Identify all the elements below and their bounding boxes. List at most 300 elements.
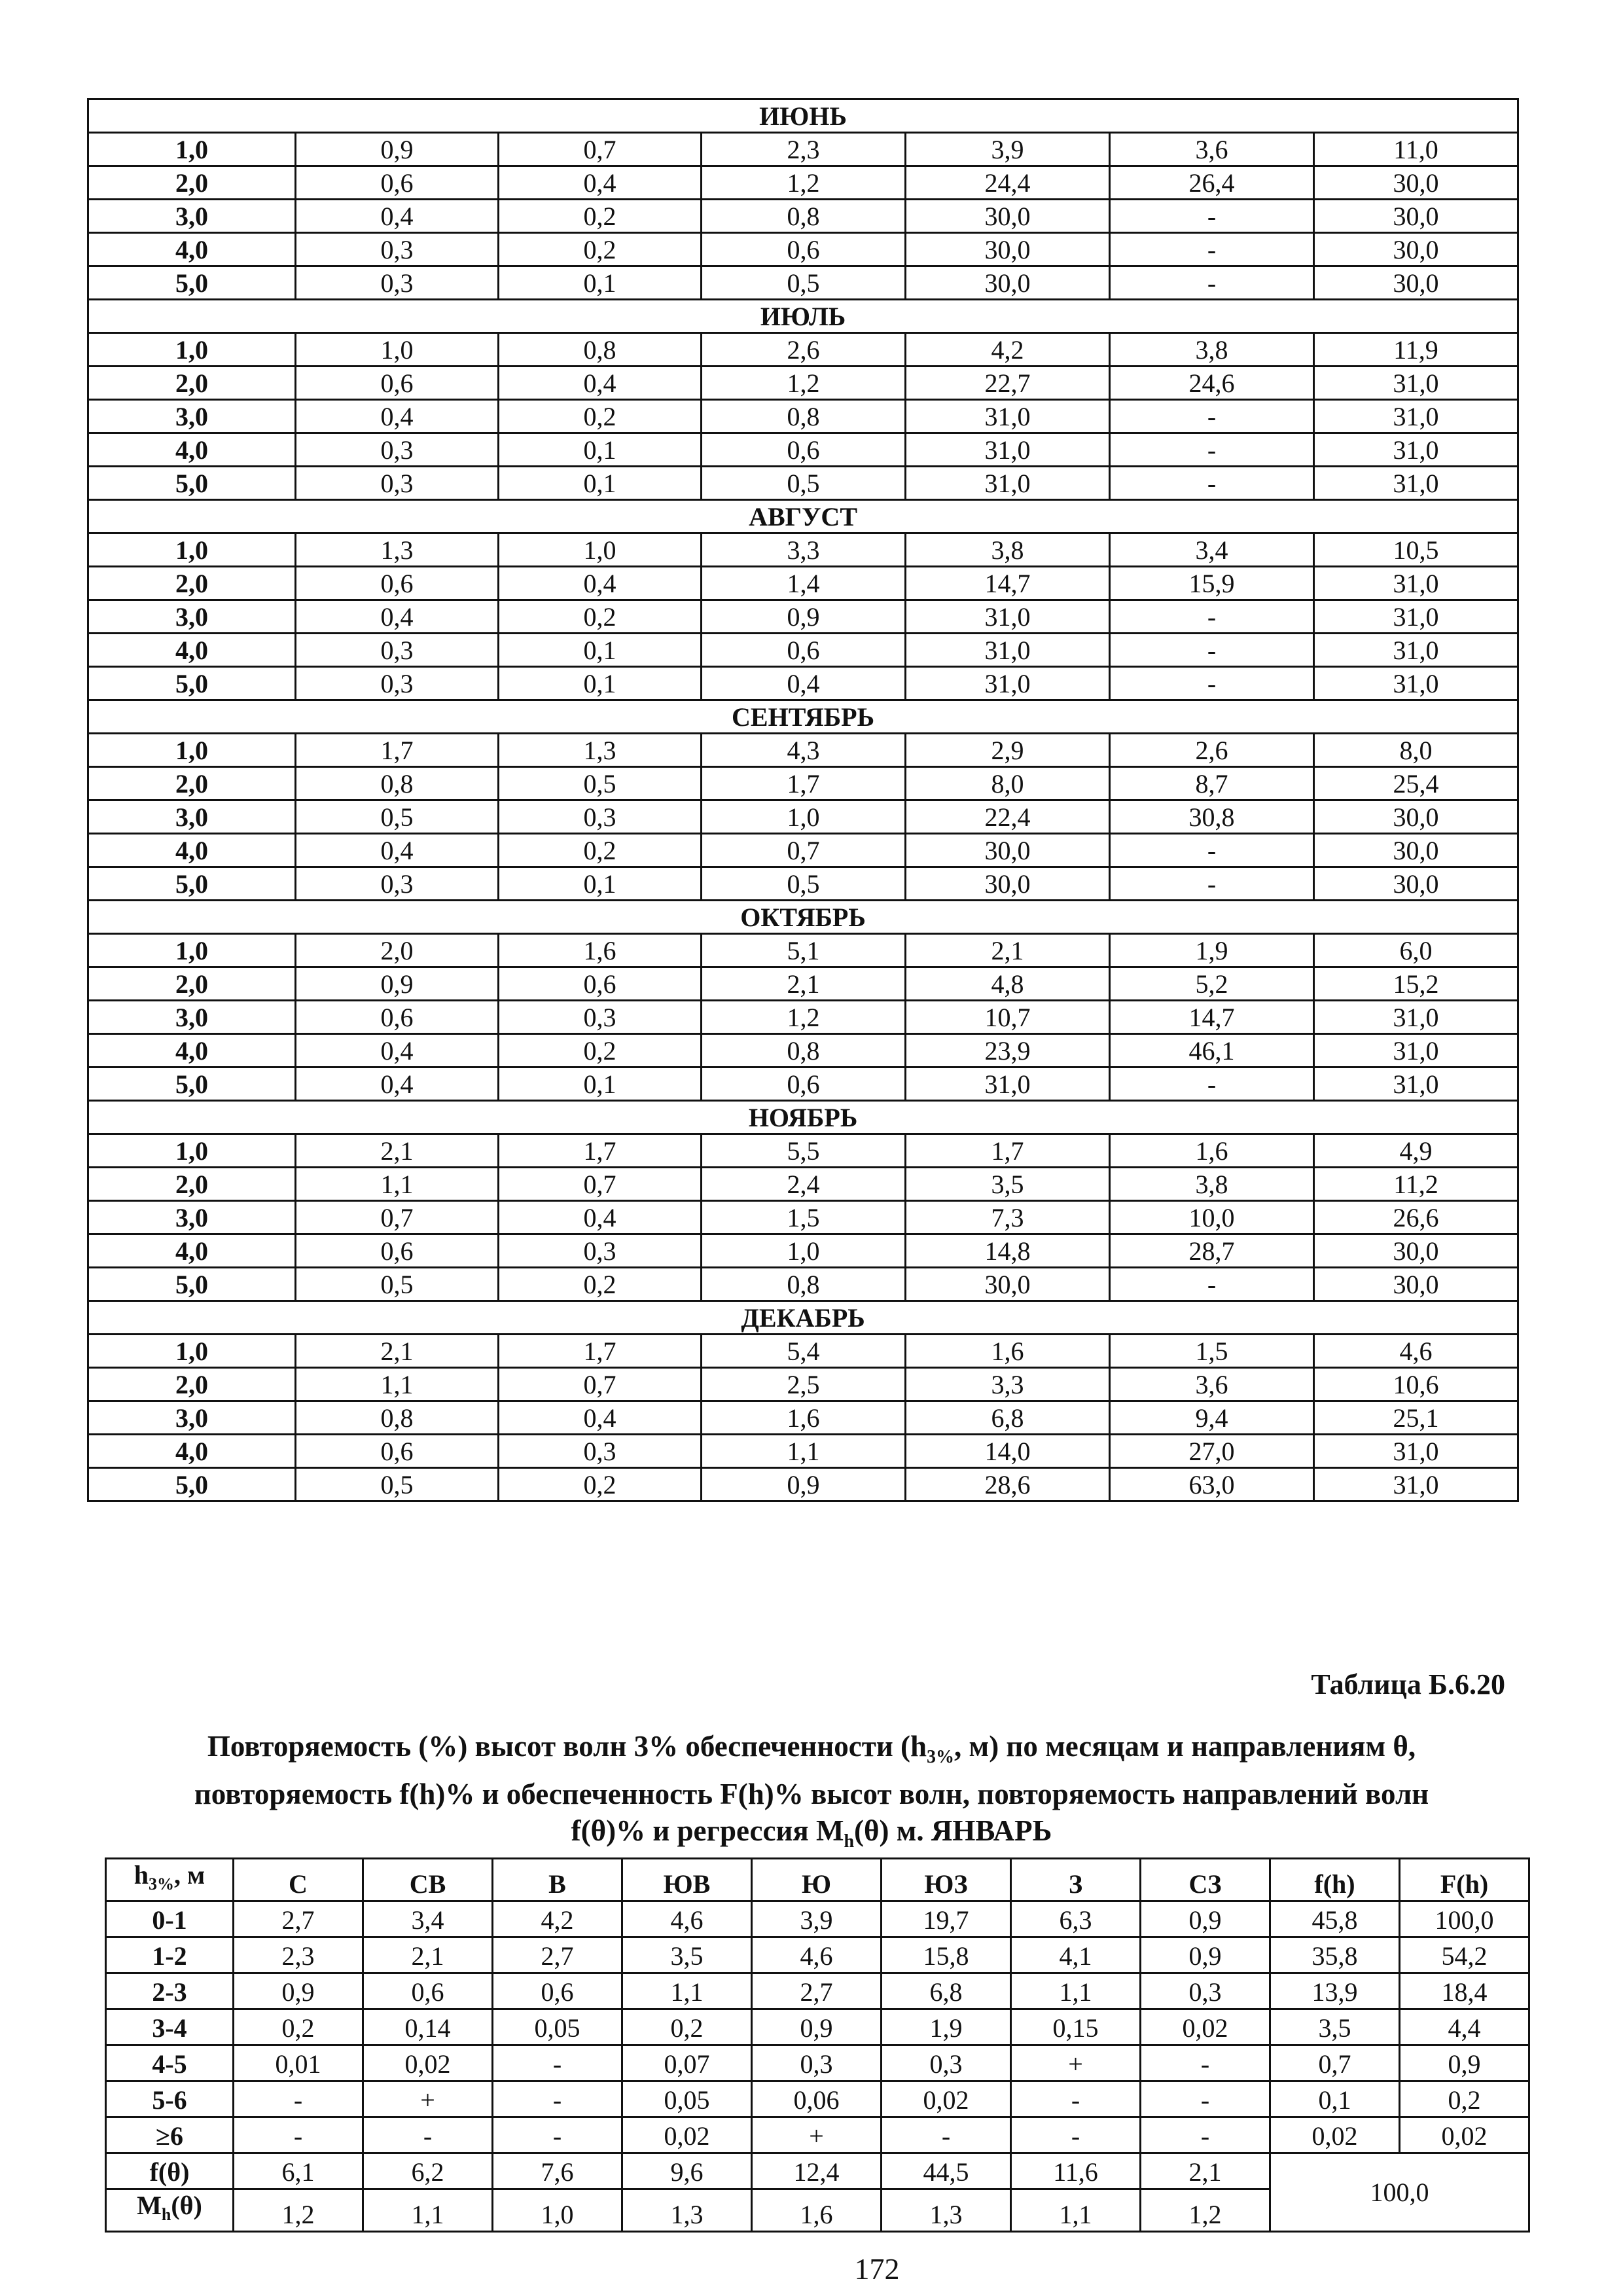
table-cell: 31,0 — [1314, 367, 1518, 400]
table-cell: 0,01 — [234, 2045, 363, 2081]
table-cell: 31,0 — [906, 667, 1110, 700]
table-cell: 28,6 — [906, 1468, 1110, 1501]
table-cell: 0,1 — [499, 433, 702, 467]
row-label: 1,0 — [88, 934, 296, 967]
header-cell: СЗ — [1141, 1859, 1270, 1901]
table-row — [88, 600, 1518, 634]
table-cell: 3,9 — [906, 133, 1110, 166]
table-cell: 30,0 — [1314, 200, 1518, 233]
table-cell: 1,1 — [1011, 2189, 1141, 2232]
table-cell: - — [1011, 2117, 1141, 2153]
header-cell: $h_{3\%}$, м — [106, 1859, 234, 1901]
table-cell: 1,7 — [499, 1134, 702, 1168]
table-cell: 10,5 — [1314, 533, 1518, 567]
table-cell: 0,6 — [296, 567, 499, 600]
row-label: 4,0 — [88, 1234, 296, 1268]
table-cell: 4,6 — [1314, 1335, 1518, 1368]
table-cell: 8,0 — [906, 767, 1110, 800]
table-row — [88, 533, 1518, 567]
table-cell: 13,9 — [1270, 1973, 1400, 2009]
table-cell: 2,3 — [702, 133, 906, 166]
table-cell: - — [1110, 600, 1314, 634]
table-cell: + — [1011, 2045, 1141, 2081]
table-cell: 30,0 — [906, 266, 1110, 300]
table-cell: 0,4 — [499, 367, 702, 400]
table-cell: 0,02 — [622, 2117, 752, 2153]
table-cell: 3,5 — [622, 1937, 752, 1973]
table-cell: - — [1141, 2117, 1270, 2153]
table-cell: 0,8 — [702, 1268, 906, 1301]
table-cell: 1,2 — [702, 166, 906, 200]
table-cell: 1,3 — [882, 2189, 1011, 2232]
table-cell: 1,7 — [906, 1134, 1110, 1168]
header-cell: В — [493, 1859, 622, 1901]
table-cell: 0,4 — [296, 600, 499, 634]
row-label: 2,0 — [88, 1368, 296, 1401]
table-cell: 0,8 — [702, 1034, 906, 1067]
table-cell: 2,1 — [1141, 2153, 1270, 2189]
table-cell: 2,0 — [296, 934, 499, 967]
table-cell: 0,6 — [296, 367, 499, 400]
table-row — [88, 367, 1518, 400]
table-cell: 0,5 — [296, 1468, 499, 1501]
table-cell: - — [1110, 1268, 1314, 1301]
table-cell: 0,6 — [296, 166, 499, 200]
table-cell: 30,0 — [1314, 834, 1518, 867]
table-cell: 30,0 — [906, 1268, 1110, 1301]
table-cell: 3,4 — [363, 1901, 493, 1937]
table-cell: 2,1 — [296, 1335, 499, 1368]
row-label: 0-1 — [106, 1901, 234, 1937]
month-name: ИЮНЬ — [88, 99, 1518, 133]
table-row — [88, 1034, 1518, 1067]
row-label: 4,0 — [88, 233, 296, 266]
table-cell: 1,3 — [499, 734, 702, 767]
table-row — [88, 1401, 1518, 1435]
table-cell: 0,2 — [499, 400, 702, 433]
table-cell: - — [234, 2081, 363, 2117]
table-cell: 0,1 — [499, 867, 702, 901]
table-cell: 30,0 — [1314, 800, 1518, 834]
table-cell: - — [1011, 2081, 1141, 2117]
header-cell: З — [1011, 1859, 1141, 1901]
table-cell: 0,7 — [702, 834, 906, 867]
table-cell: 7,3 — [906, 1201, 1110, 1234]
table-cell: 3,3 — [702, 533, 906, 567]
table-cell: 1,1 — [622, 1973, 752, 2009]
table-cell: 3,6 — [1110, 133, 1314, 166]
table-row — [88, 433, 1518, 467]
month-header-row — [88, 99, 1518, 133]
table-row — [106, 2117, 1529, 2153]
table-cell: 9,6 — [622, 2153, 752, 2189]
table-cell: 0,14 — [363, 2009, 493, 2045]
table-cell: 2,1 — [702, 967, 906, 1001]
row-label: 5,0 — [88, 667, 296, 700]
row-label: 3-4 — [106, 2009, 234, 2045]
table-cell: 0,4 — [499, 166, 702, 200]
table-cell: 11,6 — [1011, 2153, 1141, 2189]
table-cell: 0,2 — [499, 1468, 702, 1501]
table-cell: 1,3 — [622, 2189, 752, 2232]
table-cell: 31,0 — [906, 1067, 1110, 1101]
table-row — [106, 1937, 1529, 1973]
table-cell: 0,3 — [499, 1001, 702, 1034]
table-cell: 0,4 — [296, 1067, 499, 1101]
month-header-row — [88, 1301, 1518, 1335]
table-cell: 4,8 — [906, 967, 1110, 1001]
table-row — [88, 834, 1518, 867]
table-cell: 30,0 — [1314, 867, 1518, 901]
table-cell: 0,9 — [702, 1468, 906, 1501]
table-cell: 1,5 — [1110, 1335, 1314, 1368]
month-name: ОКТЯБРЬ — [88, 901, 1518, 934]
table-cell: 0,5 — [702, 266, 906, 300]
table-cell: 0,9 — [1141, 1901, 1270, 1937]
row-label: 5,0 — [88, 867, 296, 901]
table-cell: 0,9 — [234, 1973, 363, 2009]
table-cell: 3,5 — [1270, 2009, 1400, 2045]
table-cell: 0,9 — [296, 133, 499, 166]
table-cell: 100,0 — [1400, 1901, 1529, 1937]
table-cell: 2,1 — [296, 1134, 499, 1168]
table-cell: 0,4 — [296, 834, 499, 867]
table-cell: - — [882, 2117, 1011, 2153]
table-cell: 1,5 — [702, 1201, 906, 1234]
monthly-wave-table — [87, 98, 1519, 1502]
table-cell: 5,4 — [702, 1335, 906, 1368]
table-cell: 0,9 — [1141, 1937, 1270, 1973]
table-cell: 1,2 — [1141, 2189, 1270, 2232]
table-cell: 30,0 — [1314, 233, 1518, 266]
table-cell: 26,6 — [1314, 1201, 1518, 1234]
row-label: 1,0 — [88, 1335, 296, 1368]
table-row — [88, 1134, 1518, 1168]
table-cell: 0,6 — [702, 1067, 906, 1101]
table-cell: 2,7 — [493, 1937, 622, 1973]
table-cell: 10,0 — [1110, 1201, 1314, 1234]
table-cell: 0,8 — [702, 200, 906, 233]
table-cell: 7,6 — [493, 2153, 622, 2189]
header-cell: f(h) — [1270, 1859, 1400, 1901]
header-cell: F(h) — [1400, 1859, 1529, 1901]
table-cell: 0,8 — [499, 333, 702, 367]
table-cell: 0,4 — [499, 567, 702, 600]
table-cell: 4,4 — [1400, 2009, 1529, 2045]
row-label: 5,0 — [88, 1067, 296, 1101]
table-cell: 31,0 — [1314, 1067, 1518, 1101]
table-row — [106, 2081, 1529, 2117]
table-cell: - — [363, 2117, 493, 2153]
header-cell: Ю — [752, 1859, 882, 1901]
table-row — [106, 1901, 1529, 1937]
caption-line-3: f(θ)% и регрессия $M_h(\theta)$ м. ЯНВАРЬ — [571, 1814, 1052, 1852]
row-label: 4,0 — [88, 1435, 296, 1468]
table-cell: 1,1 — [1011, 1973, 1141, 2009]
table-cell: 31,0 — [906, 433, 1110, 467]
table-row — [88, 867, 1518, 901]
table-cell: 0,6 — [296, 1435, 499, 1468]
table-cell: 3,8 — [1110, 1168, 1314, 1201]
row-label: 3,0 — [88, 1201, 296, 1234]
header-cell: ЮВ — [622, 1859, 752, 1901]
table-cell: 0,15 — [1011, 2009, 1141, 2045]
total-cell: 100,0 — [1270, 2153, 1529, 2232]
row-label: 5,0 — [88, 467, 296, 500]
table-row — [88, 467, 1518, 500]
table-cell: 30,8 — [1110, 800, 1314, 834]
table-cell: 0,3 — [296, 467, 499, 500]
table-row — [88, 1067, 1518, 1101]
table-cell: 0,4 — [296, 200, 499, 233]
table-cell: 31,0 — [1314, 433, 1518, 467]
table-cell: 0,2 — [499, 1034, 702, 1067]
table-cell: 0,8 — [702, 400, 906, 433]
table-cell: 0,5 — [296, 1268, 499, 1301]
table-cell: 1,6 — [752, 2189, 882, 2232]
table-cell: 0,5 — [499, 767, 702, 800]
table-cell: 0,06 — [752, 2081, 882, 2117]
row-label: 1,0 — [88, 133, 296, 166]
table-cell: 5,5 — [702, 1134, 906, 1168]
table-cell: 30,0 — [1314, 166, 1518, 200]
table-cell: 2,1 — [363, 1937, 493, 1973]
table-row — [88, 266, 1518, 300]
table-cell: 10,7 — [906, 1001, 1110, 1034]
table-cell: 1,2 — [702, 367, 906, 400]
table-cell: 30,0 — [906, 867, 1110, 901]
table-cell: 46,1 — [1110, 1034, 1314, 1067]
table-cell: 11,0 — [1314, 133, 1518, 166]
header-cell: ЮЗ — [882, 1859, 1011, 1901]
table-cell: 0,6 — [702, 634, 906, 667]
table-cell: 0,4 — [702, 667, 906, 700]
table-cell: 2,6 — [1110, 734, 1314, 767]
table-cell: 35,8 — [1270, 1937, 1400, 1973]
row-label: 2,0 — [88, 967, 296, 1001]
table-cell: 0,1 — [499, 634, 702, 667]
table-cell: 0,3 — [296, 233, 499, 266]
january-wave-table — [105, 1857, 1530, 2233]
table-cell: 0,2 — [499, 233, 702, 266]
table-cell: - — [1110, 233, 1314, 266]
table-cell: 1,6 — [1110, 1134, 1314, 1168]
table-cell: 9,4 — [1110, 1401, 1314, 1435]
row-label: 2,0 — [88, 367, 296, 400]
table-cell: 31,0 — [1314, 1034, 1518, 1067]
month-name: ИЮЛЬ — [88, 300, 1518, 333]
table-row — [88, 734, 1518, 767]
table-cell: 31,0 — [1314, 667, 1518, 700]
table-cell: 4,2 — [906, 333, 1110, 367]
table-cell: 6,3 — [1011, 1901, 1141, 1937]
table-cell: - — [1110, 634, 1314, 667]
table-cell: 0,02 — [1141, 2009, 1270, 2045]
table-cell: 1,6 — [702, 1401, 906, 1435]
row-label: 2,0 — [88, 1168, 296, 1201]
table-cell: 0,7 — [296, 1201, 499, 1234]
table-row — [88, 1168, 1518, 1201]
row-label: 1,0 — [88, 333, 296, 367]
row-label: 4-5 — [106, 2045, 234, 2081]
table-row — [88, 333, 1518, 367]
table-cell: - — [1110, 1067, 1314, 1101]
table-cell: 24,4 — [906, 166, 1110, 200]
table-cell: 25,4 — [1314, 767, 1518, 800]
table-cell: 31,0 — [906, 600, 1110, 634]
table-cell: 0,2 — [622, 2009, 752, 2045]
table-cell: 1,2 — [702, 1001, 906, 1034]
table-cell: 0,3 — [499, 800, 702, 834]
table-cell: 24,6 — [1110, 367, 1314, 400]
table-cell: 15,8 — [882, 1937, 1011, 1973]
table-cell: + — [752, 2117, 882, 2153]
table-cell: - — [1141, 2045, 1270, 2081]
table-cell: 31,0 — [1314, 600, 1518, 634]
table-cell: 1,7 — [296, 734, 499, 767]
table-cell: 0,7 — [499, 133, 702, 166]
header-cell: С — [234, 1859, 363, 1901]
table-row — [106, 2009, 1529, 2045]
table-cell: 31,0 — [1314, 467, 1518, 500]
table-cell: 0,3 — [752, 2045, 882, 2081]
table-cell: 0,3 — [296, 867, 499, 901]
row-label: 4,0 — [88, 634, 296, 667]
row-label: 5,0 — [88, 266, 296, 300]
table-cell: 0,02 — [882, 2081, 1011, 2117]
header-row — [106, 1859, 1529, 1901]
table-cell: 0,7 — [499, 1168, 702, 1201]
table-cell: 0,1 — [499, 467, 702, 500]
table-row — [88, 1468, 1518, 1501]
table-cell: 4,6 — [752, 1937, 882, 1973]
table-cell: + — [363, 2081, 493, 2117]
table-cell: - — [1110, 667, 1314, 700]
table-cell: 0,6 — [296, 1234, 499, 1268]
table-row — [88, 1201, 1518, 1234]
table-number: Таблица Б.6.20 — [1311, 1668, 1505, 1700]
row-label: 1-2 — [106, 1937, 234, 1973]
table-cell: 0,5 — [702, 467, 906, 500]
month-header-row — [88, 1101, 1518, 1134]
row-label: 5-6 — [106, 2081, 234, 2117]
table-row — [88, 233, 1518, 266]
table-cell: 27,0 — [1110, 1435, 1314, 1468]
table-cell: 1,6 — [906, 1335, 1110, 1368]
table-row — [88, 133, 1518, 166]
table-cell: 1,0 — [702, 1234, 906, 1268]
table-cell: 0,4 — [499, 1401, 702, 1435]
table-row — [88, 1368, 1518, 1401]
caption-line-2: повторяемость f(h)% и обеспеченность F(h)% высот волн, повторяемость направлений волн — [194, 1778, 1429, 1810]
table-cell: 4,9 — [1314, 1134, 1518, 1168]
table-row — [106, 2045, 1529, 2081]
table-cell: 31,0 — [1314, 400, 1518, 433]
table-cell: - — [1110, 834, 1314, 867]
table-cell: 0,4 — [296, 1034, 499, 1067]
table-cell: 10,6 — [1314, 1368, 1518, 1401]
table-cell: 0,02 — [1270, 2117, 1400, 2153]
table-cell: 6,2 — [363, 2153, 493, 2189]
table-cell: 0,3 — [499, 1234, 702, 1268]
table-cell: 6,1 — [234, 2153, 363, 2189]
table-cell: 0,6 — [702, 433, 906, 467]
table-cell: - — [234, 2117, 363, 2153]
table-cell: 5,1 — [702, 934, 906, 967]
table-row — [88, 166, 1518, 200]
table-cell: - — [1110, 433, 1314, 467]
table-cell: 0,9 — [702, 600, 906, 634]
table-cell: 18,4 — [1400, 1973, 1529, 2009]
table-row — [88, 200, 1518, 233]
table-row — [88, 1435, 1518, 1468]
table-row — [88, 800, 1518, 834]
table-cell: 0,5 — [296, 800, 499, 834]
table-cell: 14,7 — [906, 567, 1110, 600]
table-cell: - — [1110, 266, 1314, 300]
table-cell: 0,4 — [499, 1201, 702, 1234]
table-cell: 3,4 — [1110, 533, 1314, 567]
table-cell: 2,4 — [702, 1168, 906, 1201]
table-cell: - — [1110, 200, 1314, 233]
table-cell: 31,0 — [906, 467, 1110, 500]
table-cell: 0,3 — [296, 667, 499, 700]
table-cell: 1,3 — [296, 533, 499, 567]
table-cell: 0,6 — [296, 1001, 499, 1034]
table-cell: 2,7 — [752, 1973, 882, 2009]
table-cell: 0,2 — [499, 600, 702, 634]
month-name: НОЯБРЬ — [88, 1101, 1518, 1134]
table-cell: 1,9 — [1110, 934, 1314, 967]
row-label: 4,0 — [88, 834, 296, 867]
table-cell: 0,3 — [1141, 1973, 1270, 2009]
row-label: 1,0 — [88, 1134, 296, 1168]
table-cell: 0,2 — [1400, 2081, 1529, 2117]
row-label: 3,0 — [88, 600, 296, 634]
table-cell: 1,7 — [702, 767, 906, 800]
table-row — [88, 667, 1518, 700]
table-row — [88, 934, 1518, 967]
table-cell: - — [493, 2117, 622, 2153]
table-cell: 1,0 — [499, 533, 702, 567]
table-row — [88, 1234, 1518, 1268]
table-cell: 30,0 — [906, 233, 1110, 266]
table-cell: 4,3 — [702, 734, 906, 767]
table-row — [88, 567, 1518, 600]
table-cell: - — [493, 2045, 622, 2081]
table-cell: 0,1 — [499, 266, 702, 300]
table-cell: - — [1110, 400, 1314, 433]
table-cell: 11,9 — [1314, 333, 1518, 367]
month-header-row — [88, 500, 1518, 533]
table-cell: 0,02 — [363, 2045, 493, 2081]
table-cell: 25,1 — [1314, 1401, 1518, 1435]
table-cell: - — [1110, 467, 1314, 500]
table-cell: 0,6 — [493, 1973, 622, 2009]
table-cell: 0,2 — [499, 1268, 702, 1301]
table-cell: 1,2 — [234, 2189, 363, 2232]
table-cell: 0,1 — [1270, 2081, 1400, 2117]
table-cell: 11,2 — [1314, 1168, 1518, 1201]
table-row — [88, 767, 1518, 800]
table-cell: 0,9 — [752, 2009, 882, 2045]
table-cell: 44,5 — [882, 2153, 1011, 2189]
table-cell: - — [1110, 867, 1314, 901]
table-cell: 4,2 — [493, 1901, 622, 1937]
table-cell: 6,8 — [882, 1973, 1011, 2009]
row-label: 4,0 — [88, 1034, 296, 1067]
table-cell: 0,07 — [622, 2045, 752, 2081]
